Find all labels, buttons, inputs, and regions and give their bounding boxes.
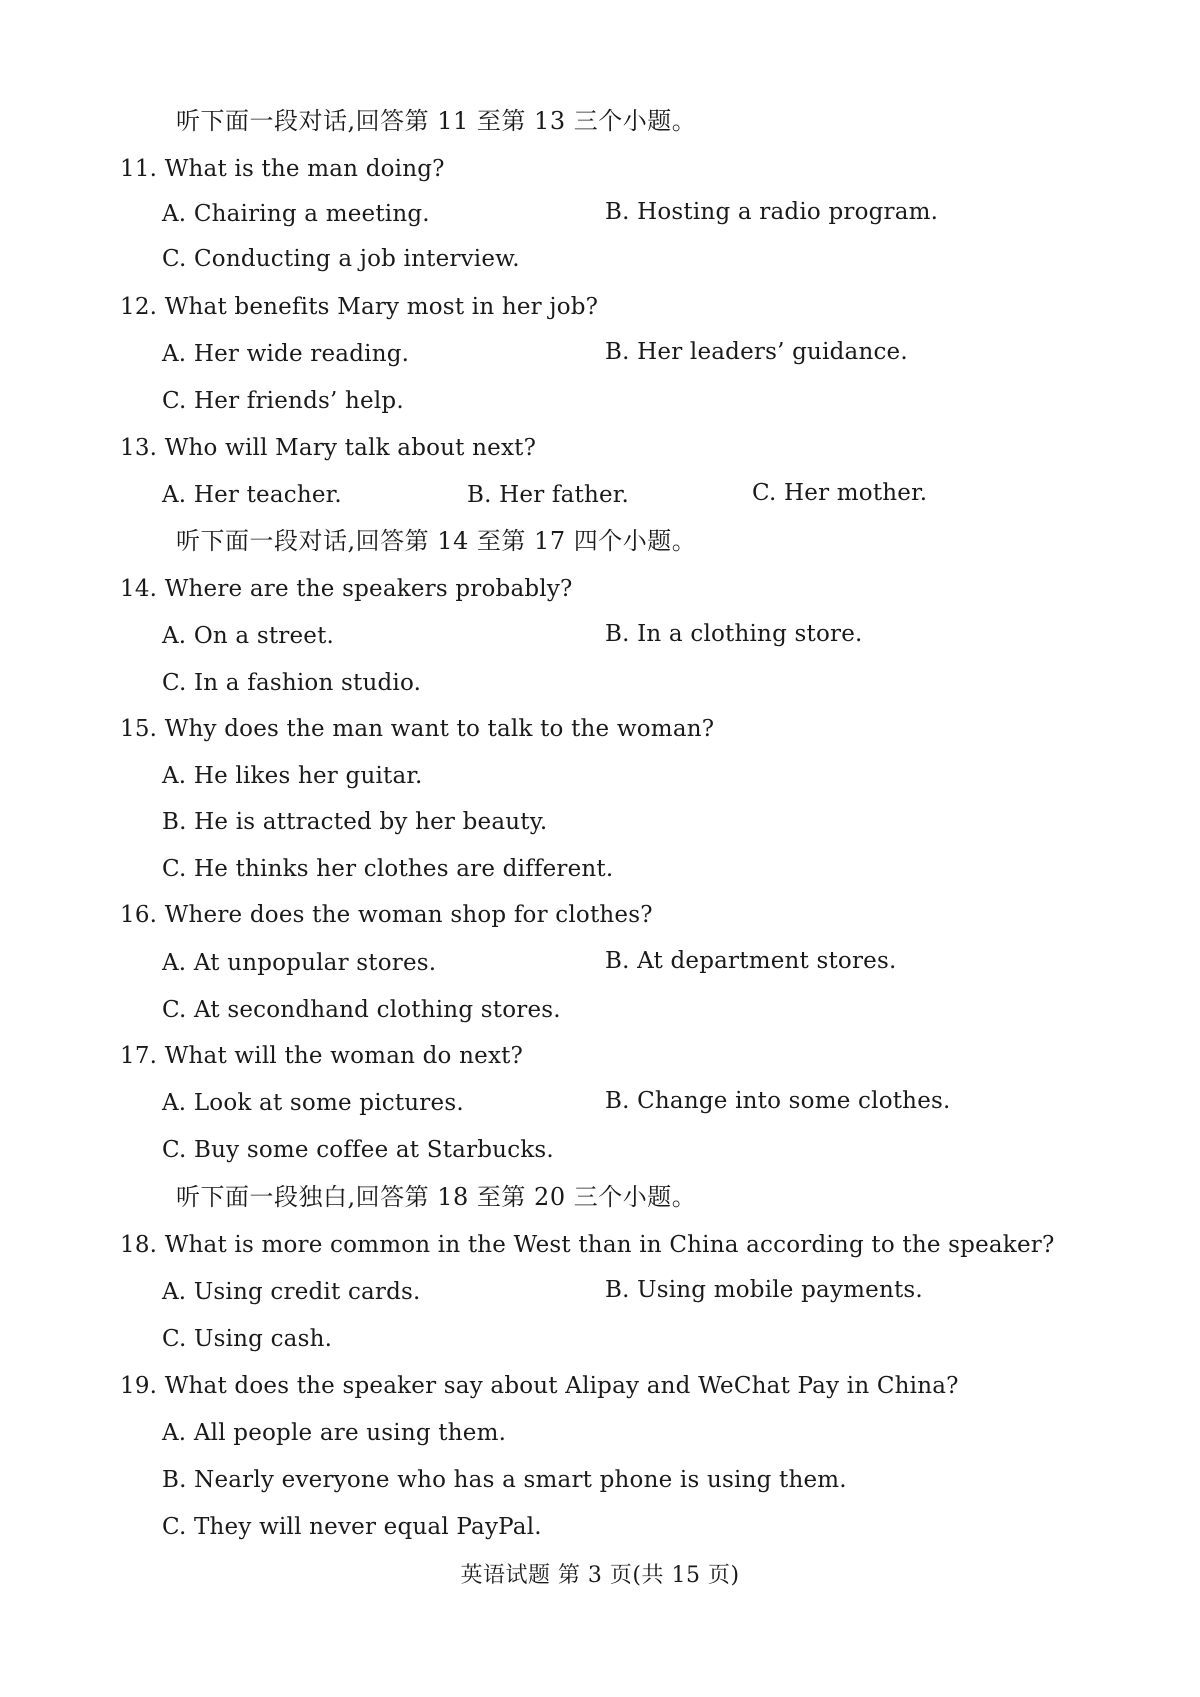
option-c: C. Using cash. [162, 1326, 333, 1352]
option-a: A. Her teacher. [162, 482, 342, 508]
option-c: C. At secondhand clothing stores. [162, 997, 561, 1023]
option-b: B. Using mobile payments. [605, 1277, 923, 1303]
option-a: A. Look at some pictures. [162, 1090, 464, 1116]
option-c: C. Her friends’ help. [162, 388, 404, 414]
option-a: A. Using credit cards. [162, 1279, 421, 1305]
option-c: C. Conducting a job interview. [162, 246, 520, 272]
option-a: A. On a street. [162, 623, 335, 649]
option-b: B. He is attracted by her beauty. [162, 809, 548, 835]
option-a: A. All people are using them. [162, 1420, 507, 1446]
question-stem: 11. What is the man doing? [120, 156, 445, 182]
option-a: A. Her wide reading. [162, 341, 410, 367]
option-c: C. Her mother. [752, 480, 928, 506]
option-b: B. At department stores. [605, 948, 897, 974]
option-a: A. At unpopular stores. [162, 950, 437, 976]
option-c: C. In a fashion studio. [162, 670, 422, 696]
option-a: A. Chairing a meeting. [162, 201, 430, 227]
section-instruction: 听下面一段对话,回答第 11 至第 13 三个小题。 [176, 107, 697, 135]
question-stem: 16. Where does the woman shop for clothes? [120, 902, 653, 928]
option-b: B. Nearly everyone who has a smart phone is using them. [162, 1467, 847, 1493]
option-b: B. Her leaders’ guidance. [605, 339, 908, 365]
page-footer: 英语试题 第 3 页(共 15 页) [460, 1563, 740, 1588]
section-instruction: 听下面一段独白,回答第 18 至第 20 三个小题。 [176, 1183, 697, 1211]
option-b: B. Change into some clothes. [605, 1088, 951, 1114]
question-stem: 12. What benefits Mary most in her job? [120, 294, 599, 320]
question-stem: 17. What will the woman do next? [120, 1043, 524, 1069]
option-c: C. He thinks her clothes are different. [162, 856, 614, 882]
option-a: A. He likes her guitar. [162, 763, 423, 789]
question-stem: 13. Who will Mary talk about next? [120, 435, 537, 461]
option-c: C. They will never equal PayPal. [162, 1514, 542, 1540]
question-stem: 19. What does the speaker say about Alipay and WeChat Pay in China? [120, 1373, 959, 1399]
option-b: B. Hosting a radio program. [605, 199, 939, 225]
section-instruction: 听下面一段对话,回答第 14 至第 17 四个小题。 [176, 527, 697, 555]
question-stem: 18. What is more common in the West than in China according to the speaker? [120, 1232, 1055, 1258]
option-c: C. Buy some coffee at Starbucks. [162, 1137, 554, 1163]
option-b: B. In a clothing store. [605, 621, 863, 647]
question-stem: 15. Why does the man want to talk to the woman? [120, 716, 715, 742]
question-stem: 14. Where are the speakers probably? [120, 576, 573, 602]
option-b: B. Her father. [467, 482, 629, 508]
